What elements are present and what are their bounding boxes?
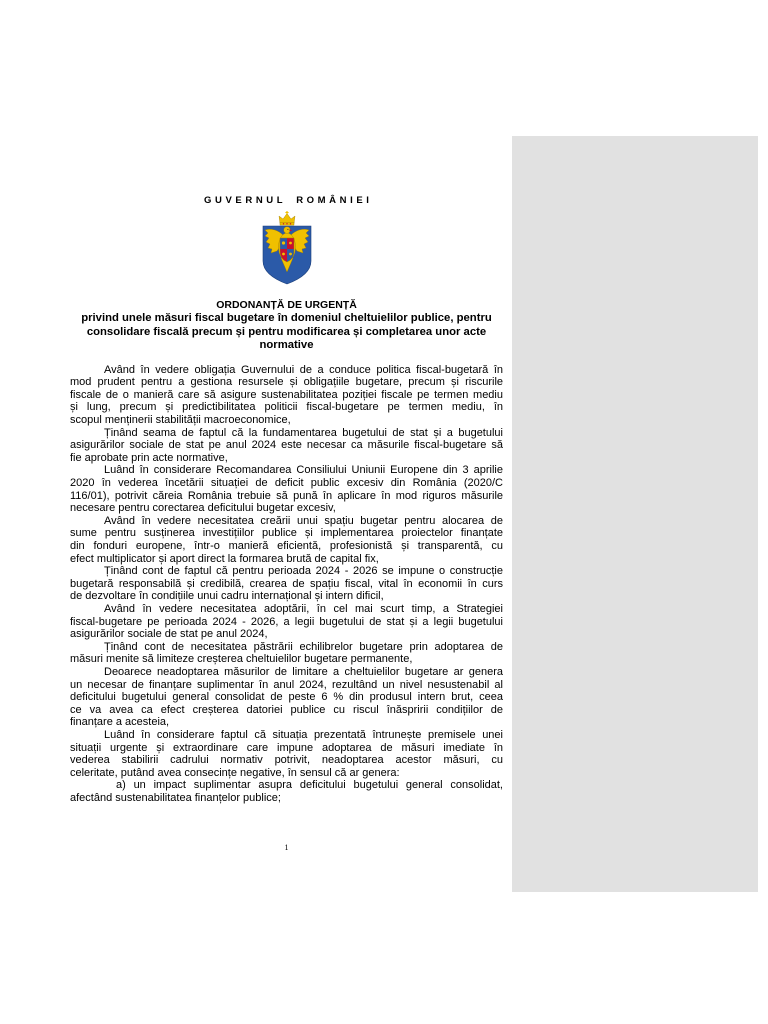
comment-pane bbox=[512, 136, 758, 892]
body-line: Deoarece neadoptarea măsurilor de limitare a cheltuielilor bugetare ar genera bbox=[104, 665, 503, 678]
body-line: celeritate, putând avea consecințe negative, în sensul că ar genera: bbox=[70, 766, 400, 779]
document-title: ORDONANȚĂ DE URGENȚĂ bbox=[216, 299, 357, 311]
body-line: și lung, precum și predictibilitatea politicii fiscal-bugetare pe termen mediu, în bbox=[70, 401, 503, 414]
body-line: fiscal-bugetare pe perioada 2024 - 2026, a legii bugetului de stat și a legii bugetului bbox=[70, 615, 503, 628]
body-line: afectând sustenabilitatea finanțelor publice; bbox=[70, 791, 281, 804]
body-line: ce va avea ca efect creșterea datoriei publice cu riscul înăspririi condițiilor de bbox=[70, 703, 503, 716]
document-subtitle-line: consolidare fiscală precum și pentru modificarea și completarea unor acte bbox=[86, 325, 487, 338]
body-line: bugetară responsabilă și credibilă, crearea de spațiu fiscal, vital în economii în curs bbox=[70, 577, 503, 590]
paragraph bbox=[70, 515, 503, 565]
body-line: măsuri menite să limiteze creșterea cheltuielilor bugetare permanente, bbox=[70, 653, 413, 666]
body-line: fie aprobate prin acte normative, bbox=[70, 451, 228, 464]
emblem-crown bbox=[279, 211, 295, 225]
body-line: sume pentru susținerea investițiilor publice și implementarea proiectelor finanțate bbox=[70, 527, 503, 540]
paragraph bbox=[70, 603, 503, 641]
list-item bbox=[70, 779, 503, 804]
body-line: scopul menținerii stabilității macroeconomice, bbox=[70, 414, 291, 427]
document-subtitle-line: privind unele măsuri fiscal bugetare în domeniul cheltuielilor publice, pentru bbox=[81, 312, 492, 325]
document-title-block bbox=[70, 299, 503, 352]
paragraph bbox=[70, 364, 503, 427]
paragraph bbox=[70, 641, 503, 666]
body-line: Având în vedere necesitatea creării unui spațiu bugetar pentru alocarea de bbox=[104, 514, 503, 527]
body-text bbox=[70, 364, 503, 805]
body-line: Ținând cont de faptul că pentru perioada 2024 - 2026 se impune o construcție bbox=[104, 565, 503, 578]
body-line: Ținând seama de faptul că la fundamentarea bugetului de stat și a bugetului bbox=[104, 426, 503, 439]
paragraph bbox=[70, 729, 503, 779]
body-line: vederea stabilirii cadrului normativ potrivit, neadoptarea acestor măsuri, cu bbox=[70, 754, 503, 767]
body-line: Având în vedere necesitatea adoptării, în cel mai scurt timp, a Strategiei bbox=[104, 602, 503, 615]
body-line: asigurărilor sociale de stat pe anul 2024, bbox=[70, 628, 268, 641]
body-line: Luând în considerare faptul că situația prezentată întrunește premisele unei bbox=[104, 728, 503, 741]
paragraph bbox=[70, 427, 503, 465]
body-line: 116/01), potrivit căreia România trebuie să pună în aplicare în mod riguros măsurile bbox=[70, 489, 503, 502]
paragraph bbox=[70, 565, 503, 603]
body-line: Având în vedere obligația Guvernului de a conduce politica fiscal-bugetară în bbox=[104, 363, 503, 376]
government-header: GUVERNUL ROMÂNIEI bbox=[204, 195, 373, 206]
document-subtitle-line: normative bbox=[259, 338, 314, 351]
paragraph bbox=[70, 464, 503, 514]
body-line: a) un impact suplimentar asupra deficitului bugetului general consolidat, bbox=[116, 779, 503, 792]
body-line: fiscale de o manieră care să asigure sustenabilitatea poziției fiscale pe termen mediu bbox=[70, 388, 503, 401]
body-line: deficitului bugetului general consolidat de peste 6 % din produsul intern brut, ceea bbox=[70, 691, 503, 704]
romania-coat-of-arms-icon bbox=[259, 211, 315, 285]
body-line: Luând în considerare Recomandarea Consiliului Uniunii Europene din 3 aprilie bbox=[104, 464, 503, 477]
page-number: 1 bbox=[284, 843, 289, 852]
body-line: din fonduri europene, într-o manieră eficientă, profesionistă și transparentă, cu bbox=[70, 540, 503, 552]
body-line: finanțare a acesteia, bbox=[70, 716, 170, 729]
body-line: mod prudent pentru a gestiona resursele și obligațiile bugetare, precum și riscurile bbox=[70, 376, 503, 389]
paragraph bbox=[70, 666, 503, 729]
body-line: Ținând cont de necesitatea păstrării echilibrelor bugetare prin adoptarea de bbox=[104, 640, 503, 653]
body-line: situații urgente și extraordinare care impune adoptarea de măsuri imediate în bbox=[70, 741, 503, 754]
body-line: necesare pentru corectarea deficitului bugetar excesiv, bbox=[70, 502, 336, 515]
body-line: efect multiplicator și aport direct la formarea brută de capital fix, bbox=[70, 552, 379, 565]
body-line: asigurărilor sociale de stat pe anul 2024 este necesar ca măsurile fiscal-bugetare să bbox=[70, 439, 503, 452]
body-line: de dezvoltare în condițiile unui cadru internațional și intern dificil, bbox=[70, 590, 384, 603]
body-line: un necesar de finanțare suplimentar în anul 2024, rezultând un nivel nesustenabil al bbox=[70, 678, 503, 691]
body-line: 2020 în vederea încetării situației de deficit public excesiv din România (2020/C bbox=[70, 477, 503, 490]
